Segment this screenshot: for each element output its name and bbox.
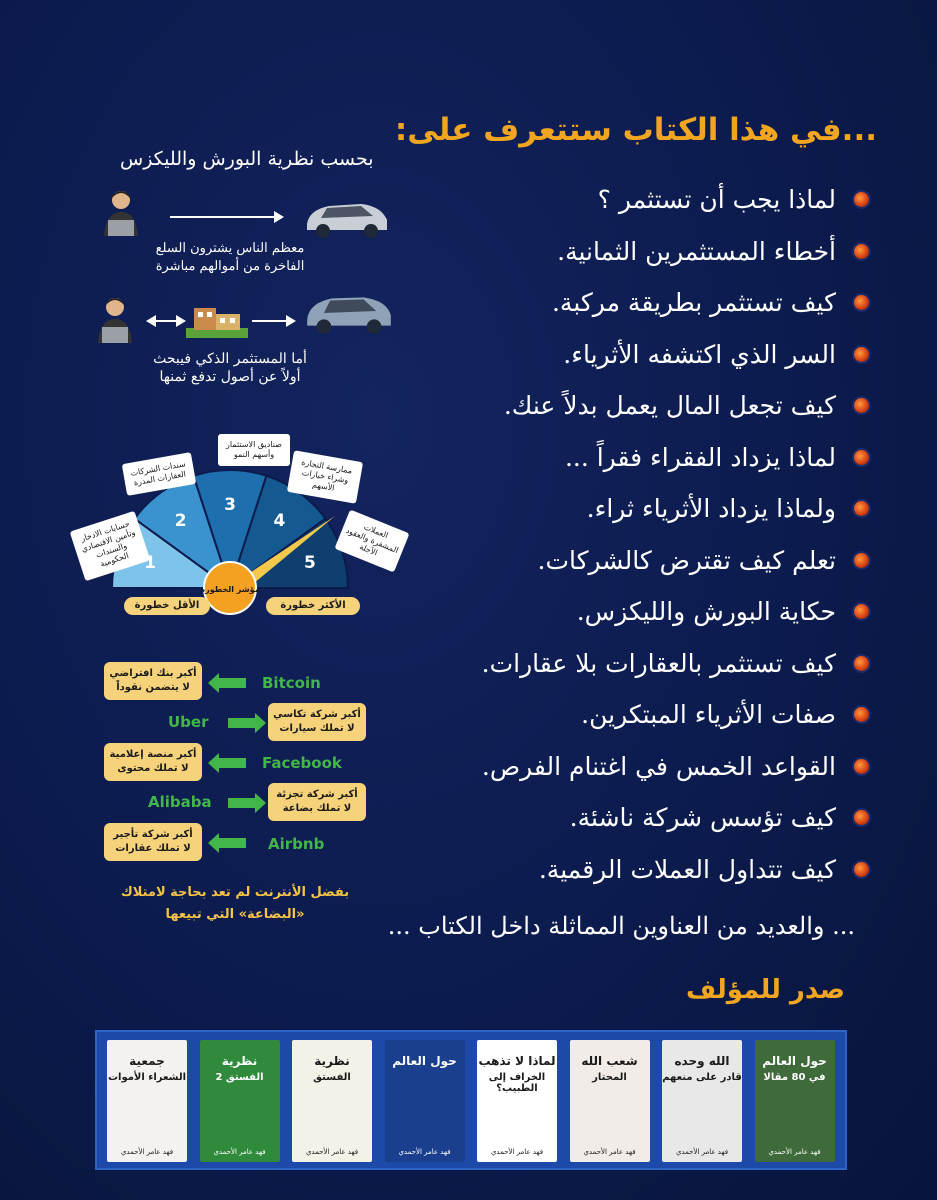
company-description: أكبر شركة تجزئة لا تملك بضاعة [268,783,366,821]
book-author: فهد عامر الأحمدي [583,1148,636,1156]
green-arrow-icon [218,838,246,848]
topic-item [419,689,869,741]
topic-text: لماذا يجب أن تستثمر ؟ [597,185,836,215]
topic-text: كيف تجعل المال يعمل بدلاً عنك. [503,391,836,421]
book-author: فهد عامر الأحمدي [120,1148,174,1156]
book-author: فهد عامر الأحمدي [305,1148,359,1156]
book-title: الله وحده [674,1054,730,1068]
green-arrow-icon [218,758,246,768]
bullet-icon [854,295,869,310]
book-subtitle: الخراف إلى الطبيب؟ [488,1072,546,1094]
bullet-icon [854,347,869,362]
book-title: حول العالم [762,1054,827,1068]
caption-smart-investor: أما المستثمر الذكي فيبحث أولاً عن أصول تدفع ثمنها [153,351,307,385]
company-name: Uber [168,713,209,731]
topic-text: كيف تستثمر بالعقارات بلا عقارات. [481,648,836,678]
company-name: Airbnb [268,835,325,853]
book-author: فهد عامر الأحمدي [490,1148,544,1156]
book-subtitle: الشعراء الأموات [107,1072,187,1083]
bullet-icon [854,862,869,877]
topic-text: حكاية البورش والليكزس. [576,597,836,627]
man-with-laptop-icon [98,188,144,238]
book-title: حول العالم [392,1054,457,1068]
gauge-bubble-4: ممارسة التجارة وشراء خيارات الأسهم [287,450,363,504]
company-description: أكبر شركة تأجير لا تملك عقارات [104,823,202,861]
company-name: Alibaba [148,793,212,811]
topic-item [419,792,869,844]
company-description: أكبر شركة تكاسي لا تملك سيارات [268,703,366,741]
gauge-level-label: 4 [273,511,286,532]
green-arrow-icon [218,678,246,688]
book-title: شعب الله [581,1054,638,1068]
building-icon [186,300,248,338]
gauge-level-label: 3 [224,495,236,515]
topic-item [419,432,869,484]
company-name: Facebook [262,754,342,772]
arrow-right-icon [252,320,294,322]
topic-item [419,277,869,329]
gauge-bubble-1: حسابات الادخار وتأمين الاقتصادي والسندات الحكومية [70,511,151,581]
topic-item [419,483,869,535]
bullet-icon [854,604,869,619]
sports-car-icon [303,194,391,240]
topic-item [419,535,869,587]
topic-text: السر الذي اكتشفه الأثرياء. [563,339,836,369]
topic-text: صفات الأثرياء المبتكرين. [581,700,836,730]
topic-item [419,329,869,381]
bullet-icon [854,501,869,516]
low-risk-label: الأقل خطورة [124,597,210,615]
book-cover[interactable] [755,1040,835,1162]
arrow-right-icon [170,216,282,218]
topic-text: تعلم كيف تقترض كالشركات. [537,545,836,575]
company-description: أكبر بنك افتراضي لا يتضمن نقوداً [104,662,202,700]
book-title: نظرية [221,1054,258,1068]
topic-item [419,380,869,432]
topic-text: لماذا يزداد الفقراء فقراً ... [564,442,836,472]
book-cover[interactable] [662,1040,742,1162]
more-titles-text: ... والعديد من العناوين المماثلة داخل الكتاب ... [387,912,855,940]
high-risk-label: الأكثر خطورة [266,597,360,615]
topic-item [419,741,869,793]
internet-note: بفضل الأنترنت لم تعد بحاجة لامتلاك «البضاعة» التي تبيعها [120,885,350,922]
topics-list [419,174,869,895]
book-author: فهد عامر الأحمدي [768,1148,821,1156]
green-arrow-icon [228,718,256,728]
topic-text: ولماذا يزداد الأثرياء ثراء. [586,494,836,524]
bullet-icon [854,553,869,568]
company-name: Bitcoin [262,674,321,692]
topic-text: أخطاء المستثمرين الثمانية. [557,236,836,266]
bullet-icon [854,707,869,722]
book-subtitle: الفستق 2 [215,1072,264,1083]
book-cover[interactable] [107,1040,187,1162]
bullet-icon [854,192,869,207]
book-subtitle: في 80 مقالا [763,1072,826,1083]
book-cover[interactable] [477,1040,557,1162]
bullet-icon [854,398,869,413]
topic-item [419,174,869,226]
gauge-level-label: 5 [303,553,316,574]
book-title: لماذا لا تذهب [478,1054,556,1068]
bullet-icon [854,656,869,671]
bullet-icon [854,450,869,465]
author-books-title: صدر للمؤلف [686,975,845,1005]
topic-text: القواعد الخمس في اغتنام الفرص. [481,751,836,781]
book-title: جمعية [129,1054,165,1068]
topic-text: كيف تستثمر بطريقة مركبة. [551,288,836,318]
gauge-level-label: 1 [144,553,157,574]
book-cover[interactable] [292,1040,372,1162]
man-with-laptop-icon [92,295,138,345]
bullet-icon [854,244,869,259]
topic-item [419,638,869,690]
section-heading: ...في هذا الكتاب ستتعرف على: [394,112,877,148]
gauge-level-label: 2 [174,511,187,532]
book-cover[interactable] [200,1040,280,1162]
book-author: فهد عامر الأحمدي [213,1148,266,1156]
topic-item [419,226,869,278]
book-author: فهد عامر الأحمدي [675,1148,729,1156]
book-title: نظرية [314,1054,350,1068]
topic-text: كيف تتداول العملات الرقمية. [538,854,836,884]
book-subtitle: الفستق [313,1072,351,1083]
green-arrow-icon [228,798,256,808]
book-cover[interactable] [385,1040,465,1162]
company-description: أكبر منصة إعلامية لا تملك محتوى [104,743,202,781]
topic-item [419,586,869,638]
illustration-title: بحسب نظرية البورش والليكزس [120,148,374,170]
gauge-center-label: مؤشر الخطورة [200,585,260,594]
book-subtitle: المحتار [592,1072,627,1083]
gauge-bubble-3: صناديق الاستثمار وأسهم النمو [218,434,290,466]
bullet-icon [854,759,869,774]
book-cover[interactable] [570,1040,650,1162]
lexus-car-icon [303,286,395,338]
book-author: فهد عامر الأحمدي [398,1148,451,1156]
book-subtitle: قادر على منعهم [662,1072,742,1083]
gauge-bubble-2: سندات الشركات العقارات المدرة [122,452,196,496]
bullet-icon [854,810,869,825]
books-strip [95,1030,847,1170]
gauge-bubble-5: العملات المشفرة والعقود الآجلة [334,510,409,573]
arrow-left-icon [148,320,184,322]
topic-text: كيف تؤسس شركة ناشئة. [569,803,836,833]
topic-item [419,844,869,896]
caption-luxury: معظم الناس يشترون السلع الفاخرة من أموالهم مباشرة [155,241,305,274]
